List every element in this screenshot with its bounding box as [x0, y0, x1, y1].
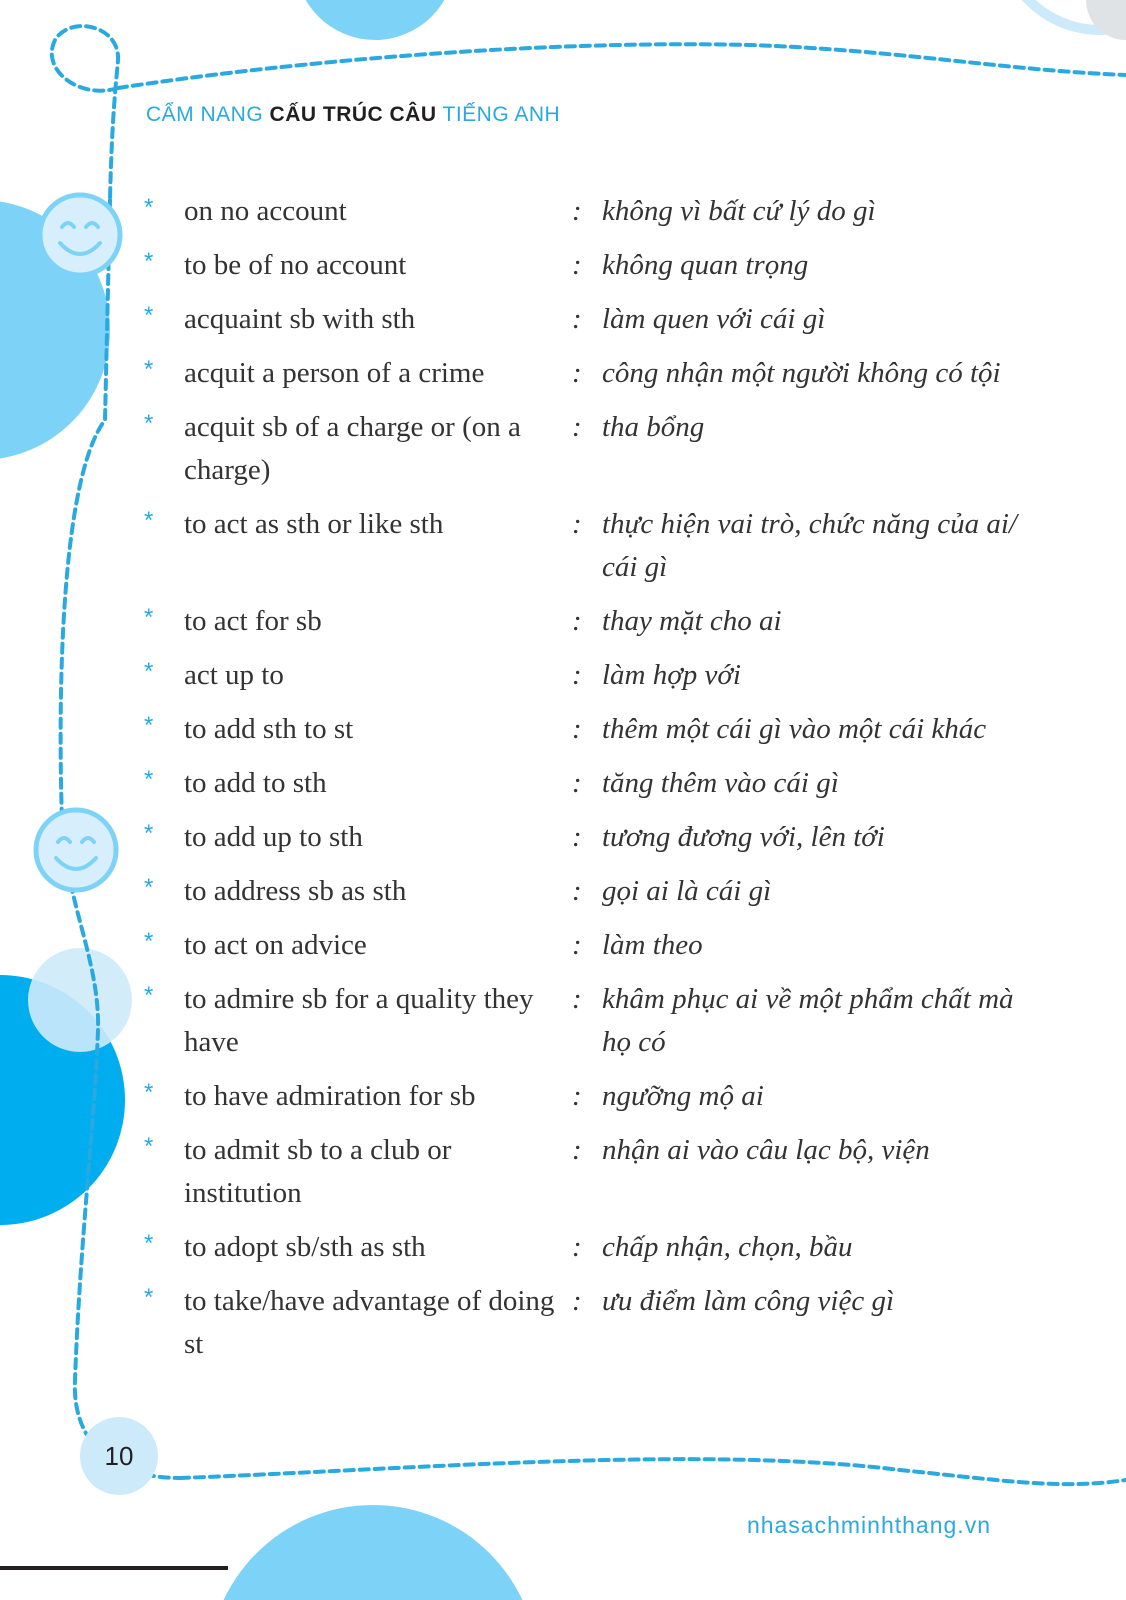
entry-term: acquit sb of a charge or (on a charge)	[184, 411, 521, 486]
entry-meaning: tha bổng	[602, 411, 705, 443]
entry-separator: :	[572, 1080, 582, 1112]
vocabulary-entry	[144, 406, 1024, 492]
vocabulary-entry	[144, 1129, 1024, 1215]
entry-term: to address sb as sth	[184, 875, 407, 907]
vocabulary-entry	[144, 190, 1024, 233]
entry-separator: :	[572, 821, 582, 853]
bullet-icon: *	[144, 874, 154, 901]
bullet-icon: *	[144, 1284, 154, 1311]
vocabulary-entry	[144, 816, 1024, 859]
bullet-icon: *	[144, 766, 154, 793]
bullet-icon: *	[144, 356, 154, 383]
bullet-icon: *	[144, 982, 154, 1009]
dashed-loop-top-left	[52, 26, 118, 200]
vocabulary-entry	[144, 654, 1024, 697]
entry-separator: :	[572, 411, 582, 443]
decor-circle-top	[295, 0, 455, 40]
bullet-icon: *	[144, 658, 154, 685]
footer-rule	[0, 1566, 228, 1570]
vocabulary-list	[144, 190, 1024, 1377]
entry-term: to admit sb to a club or institution	[184, 1134, 452, 1209]
entry-meaning: tăng thêm vào cái gì	[602, 767, 839, 799]
vocabulary-entry	[144, 1226, 1024, 1269]
bullet-icon: *	[144, 248, 154, 275]
entry-separator: :	[572, 605, 582, 637]
bullet-icon: *	[144, 1230, 154, 1257]
decor-circle-pale	[28, 948, 132, 1052]
dashed-frame-bottom	[180, 1459, 1126, 1484]
smiley-icon	[40, 195, 120, 275]
entry-term: on no account	[184, 195, 347, 227]
entry-term: to have admiration for sb	[184, 1080, 476, 1112]
entry-term: to act as sth or like sth	[184, 508, 444, 540]
bullet-icon: *	[144, 712, 154, 739]
entry-separator: :	[572, 767, 582, 799]
bullet-icon: *	[144, 1133, 154, 1160]
vocabulary-entry	[144, 503, 1024, 589]
vocabulary-entry	[144, 352, 1024, 395]
header-prefix: CẨM NANG	[146, 103, 264, 126]
bullet-icon: *	[144, 507, 154, 534]
entry-term: to add up to sth	[184, 821, 363, 853]
entry-term: acquit a person of a crime	[184, 357, 485, 389]
entry-meaning: chấp nhận, chọn, bầu	[602, 1231, 853, 1263]
vocabulary-entry	[144, 978, 1024, 1064]
entry-term: to be of no account	[184, 249, 407, 281]
entry-meaning: không quan trọng	[602, 249, 809, 281]
vocabulary-entry	[144, 600, 1024, 643]
entry-separator: :	[572, 983, 582, 1015]
vocabulary-entry	[144, 870, 1024, 913]
vocabulary-entry	[144, 1280, 1024, 1366]
entry-meaning: khâm phục ai về một phẩm chất mà họ có	[602, 983, 1014, 1058]
entry-separator: :	[572, 929, 582, 961]
entry-meaning: thay mặt cho ai	[602, 605, 782, 637]
bullet-icon: *	[144, 820, 154, 847]
vocabulary-entry	[144, 244, 1024, 287]
bullet-icon: *	[144, 1079, 154, 1106]
entry-separator: :	[572, 303, 582, 335]
decor-circle-bottom	[208, 1505, 538, 1600]
entry-meaning: không vì bất cứ lý do gì	[602, 195, 876, 227]
entry-separator: :	[572, 1285, 582, 1317]
entry-meaning: ngưỡng mộ ai	[602, 1080, 764, 1112]
bullet-icon: *	[144, 604, 154, 631]
dashed-frame-top	[118, 44, 1126, 88]
vocabulary-entry	[144, 1075, 1024, 1118]
entry-term: to take/have advantage of doing st	[184, 1285, 555, 1360]
bullet-icon: *	[144, 410, 154, 437]
entry-separator: :	[572, 1134, 582, 1166]
entry-separator: :	[572, 195, 582, 227]
website-footer: nhasachminhthang.vn	[746, 1512, 991, 1538]
entry-meaning: nhận ai vào câu lạc bộ, viện	[602, 1134, 930, 1166]
entry-term: to act on advice	[184, 929, 367, 961]
vocabulary-entry	[144, 708, 1024, 751]
entry-term: act up to	[184, 659, 284, 691]
vocabulary-entry	[144, 298, 1024, 341]
entry-term: to add to sth	[184, 767, 327, 799]
entry-term: to adopt sb/sth as sth	[184, 1231, 426, 1263]
entry-term: acquaint sb with sth	[184, 303, 416, 335]
vocabulary-entry	[144, 762, 1024, 805]
entry-meaning: công nhận một người không có tội	[602, 357, 1001, 389]
entry-term: to admire sb for a quality they have	[184, 983, 534, 1058]
page-number: 10	[80, 1417, 158, 1495]
bullet-icon: *	[144, 194, 154, 221]
entry-meaning: gọi ai là cái gì	[602, 875, 772, 907]
entry-separator: :	[572, 508, 582, 540]
entry-meaning: thực hiện vai trò, chức năng của ai/ cái gì	[602, 508, 1017, 583]
entry-separator: :	[572, 249, 582, 281]
entry-term: to add sth to st	[184, 713, 354, 745]
entry-separator: :	[572, 713, 582, 745]
entry-separator: :	[572, 875, 582, 907]
entry-meaning: làm quen với cái gì	[602, 303, 826, 335]
entry-term: to act for sb	[184, 605, 322, 637]
entry-meaning: làm hợp với	[602, 659, 741, 691]
header-bold: CẤU TRÚC CÂU	[269, 103, 437, 126]
smiley-icon	[36, 810, 116, 890]
entry-meaning: làm theo	[602, 929, 703, 961]
entry-separator: :	[572, 659, 582, 691]
entry-meaning: thêm một cái gì vào một cái khác	[602, 713, 987, 745]
entry-meaning: tương đương với, lên tới	[602, 821, 885, 853]
entry-meaning: ưu điểm làm công việc gì	[602, 1285, 895, 1317]
bullet-icon: *	[144, 302, 154, 329]
vocabulary-entry	[144, 924, 1024, 967]
entry-separator: :	[572, 1231, 582, 1263]
running-header	[146, 103, 560, 127]
entry-separator: :	[572, 357, 582, 389]
header-suffix: TIẾNG ANH	[442, 103, 561, 126]
bullet-icon: *	[144, 928, 154, 955]
